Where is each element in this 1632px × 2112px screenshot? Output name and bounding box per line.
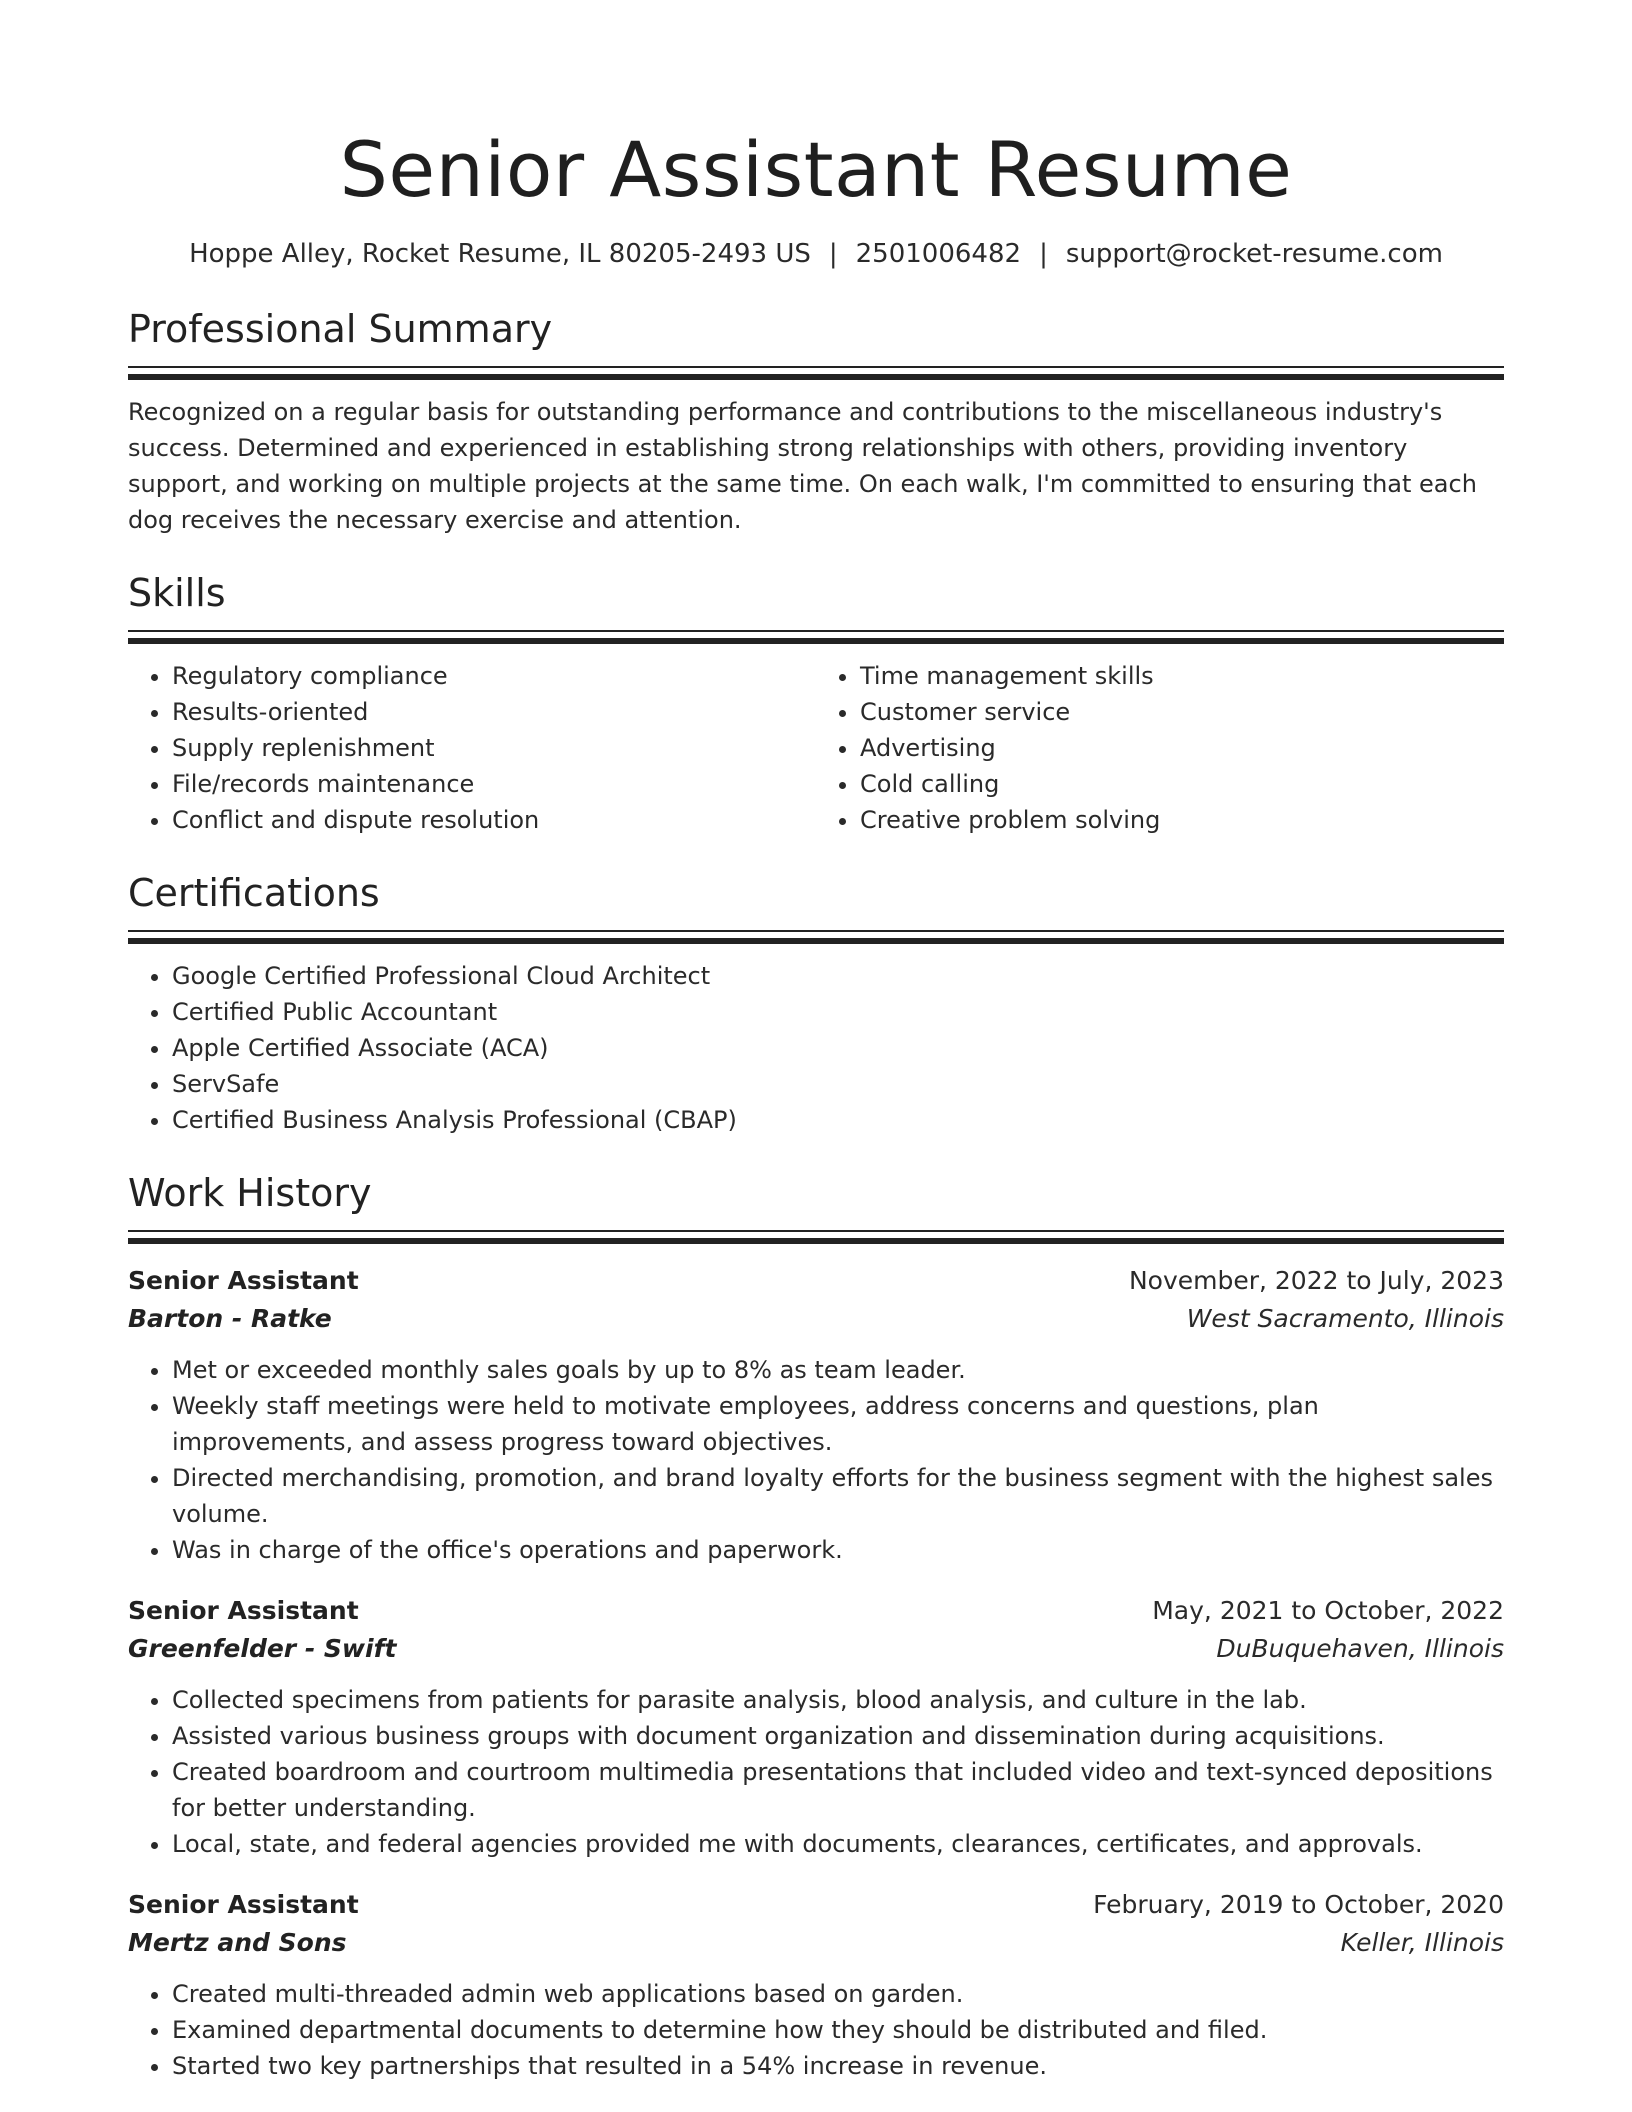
job-title-row [128, 1262, 1504, 1300]
job-dates: February, 2019 to October, 2020 [1093, 1890, 1504, 1919]
job-title-row [128, 1886, 1504, 1924]
job-title-row [128, 1592, 1504, 1630]
job-duty: • Directed merchandising, promotion, and brand loyalty efforts for the business segment with the highest sales volume. [172, 1460, 1504, 1532]
work-history-section [128, 1168, 1504, 2084]
job-duty: • Created multi-threaded admin web applications based on garden. [172, 1976, 1504, 2012]
job-entry [128, 1262, 1504, 1568]
skill-item: • Advertising [860, 730, 1504, 766]
job-company-row [128, 1300, 1504, 1338]
job-duty: • Collected specimens from patients for parasite analysis, blood analysis, and culture in the lab. [172, 1682, 1504, 1718]
job-entry [128, 1886, 1504, 2084]
resume-title: Senior Assistant Resume [339, 125, 1293, 214]
contact-separator: | [1039, 239, 1048, 269]
job-duty: • Local, state, and federal agencies provided me with documents, clearances, certificates, and approvals. [172, 1826, 1504, 1862]
job-title: Senior Assistant [128, 1266, 359, 1295]
job-duty: • Examined departmental documents to determine how they should be distributed and filed. [172, 2012, 1504, 2048]
section-divider [128, 630, 1504, 644]
job-company-row [128, 1630, 1504, 1668]
skills-list-right [816, 658, 1504, 838]
certification-item: • Google Certified Professional Cloud Architect [172, 958, 1504, 994]
job-company: Mertz and Sons [128, 1928, 347, 1957]
certification-item: • Certified Business Analysis Professional (CBAP) [172, 1102, 1504, 1138]
section-divider [128, 366, 1504, 380]
skill-item: • Customer service [860, 694, 1504, 730]
skill-item: • File/records maintenance [172, 766, 816, 802]
certification-item: • ServSafe [172, 1066, 1504, 1102]
skill-item: • Supply replenishment [172, 730, 816, 766]
skills-heading: Skills [128, 571, 226, 615]
contact-phone: 2501006482 [855, 239, 1022, 269]
skills-list-left [128, 658, 816, 838]
job-title: Senior Assistant [128, 1890, 359, 1919]
skill-item: • Results-oriented [172, 694, 816, 730]
job-duties [128, 1682, 1504, 1862]
job-duty: • Created boardroom and courtroom multimedia presentations that included video and text-synced depositions for better understanding. [172, 1754, 1504, 1826]
contact-separator: | [828, 239, 838, 269]
section-divider [128, 930, 1504, 944]
job-location: Keller, Illinois [1340, 1928, 1504, 1957]
contact-address: Hoppe Alley, Rocket Resume, IL 80205-2493 US [189, 239, 811, 269]
job-company: Barton - Ratke [128, 1304, 332, 1333]
work-history-heading: Work History [128, 1171, 372, 1215]
job-company-row [128, 1924, 1504, 1962]
job-dates: May, 2021 to October, 2022 [1152, 1596, 1504, 1625]
skill-item: • Creative problem solving [860, 802, 1504, 838]
job-duties [128, 1976, 1504, 2084]
job-dates: November, 2022 to July, 2023 [1128, 1266, 1504, 1295]
job-duty: • Weekly staff meetings were held to motivate employees, address concerns and questions, plan improvements, and assess progress toward objectives. [172, 1388, 1504, 1460]
skills-section [128, 568, 1504, 838]
contact-line [128, 236, 1504, 272]
job-duty: • Met or exceeded monthly sales goals by up to 8% as team leader. [172, 1352, 1504, 1388]
job-duty: • Started two key partnerships that resulted in a 54% increase in revenue. [172, 2048, 1504, 2084]
skill-item: • Cold calling [860, 766, 1504, 802]
job-duty: • Was in charge of the office's operations and paperwork. [172, 1532, 1504, 1568]
summary-heading: Professional Summary [128, 307, 553, 351]
summary-section [128, 304, 1504, 538]
job-company: Greenfelder - Swift [128, 1634, 397, 1663]
skill-item: • Regulatory compliance [172, 658, 816, 694]
job-duty: • Assisted various business groups with document organization and dissemination during acquisitions. [172, 1718, 1504, 1754]
skills-grid [128, 658, 1504, 838]
skill-item: • Conflict and dispute resolution [172, 802, 816, 838]
job-location: DuBuquehaven, Illinois [1216, 1634, 1504, 1663]
certification-item: • Apple Certified Associate (ACA) [172, 1030, 1504, 1066]
skill-item: • Time management skills [860, 658, 1504, 694]
job-location: West Sacramento, Illinois [1186, 1304, 1504, 1333]
job-entry [128, 1592, 1504, 1862]
summary-text: Recognized on a regular basis for outstanding performance and contributions to the miscellaneous industry's success. Determined and experienced in establishing strong relationships with others, providing inventory support, and working on multiple projects at the same time. On each walk, I'm committed to ensuring that each dog receives the necessary exercise and attention. [128, 398, 1477, 534]
section-divider [128, 1230, 1504, 1244]
job-duties [128, 1352, 1504, 1568]
certifications-heading: Certifications [128, 871, 380, 915]
job-title: Senior Assistant [128, 1596, 359, 1625]
certifications-list [128, 958, 1504, 1138]
contact-email: support@rocket-resume.com [1065, 239, 1443, 269]
certifications-section [128, 868, 1504, 1138]
certification-item: • Certified Public Accountant [172, 994, 1504, 1030]
